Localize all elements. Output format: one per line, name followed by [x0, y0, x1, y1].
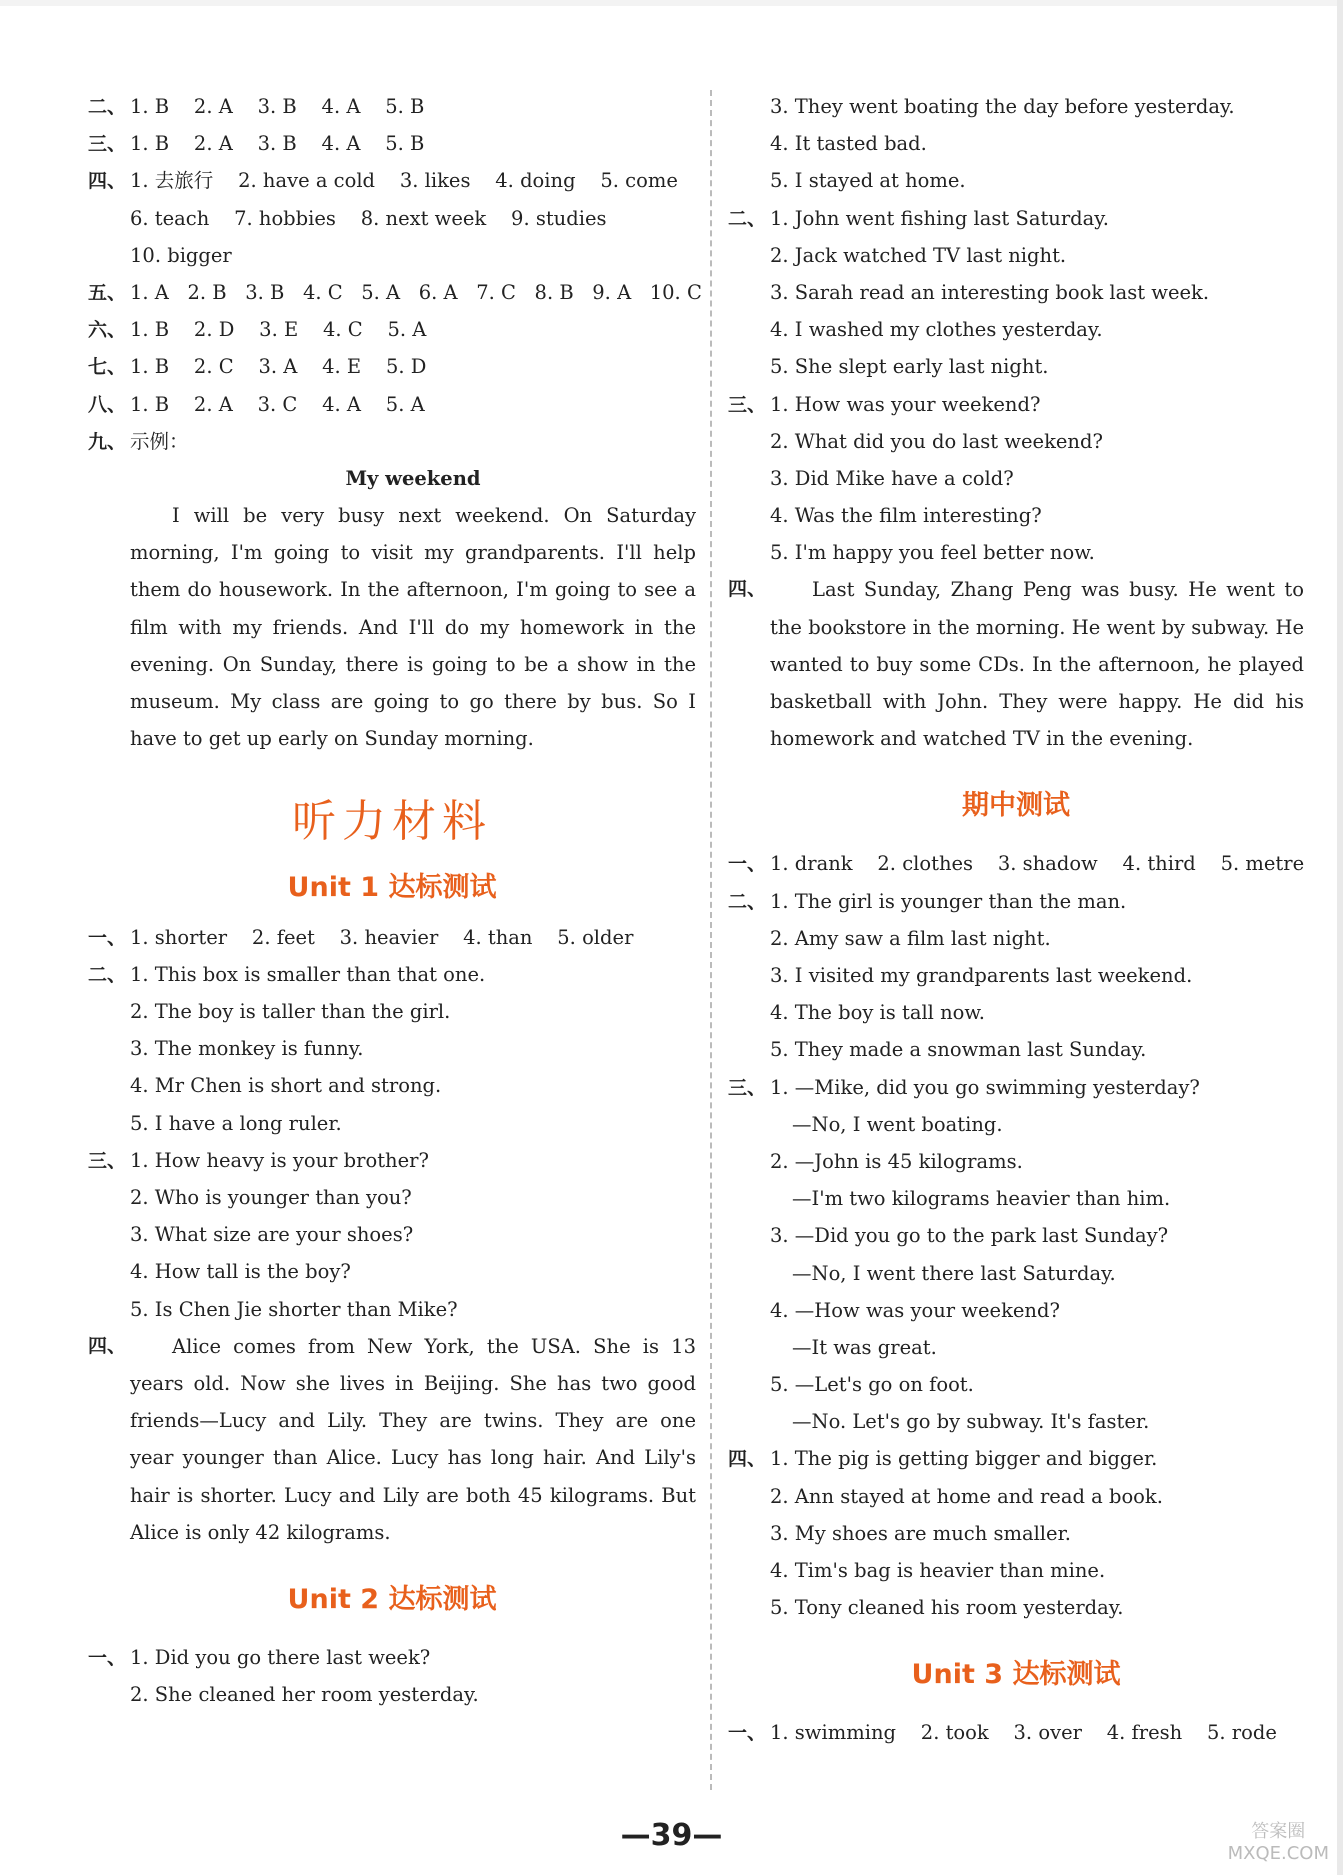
answer-line	[88, 88, 696, 125]
answer-line	[728, 200, 1304, 237]
answer-text: 2. Jack watched TV last night.	[770, 243, 1067, 267]
answer-text: 4. How tall is the boy?	[130, 1260, 351, 1284]
answer-line	[88, 348, 696, 385]
answer-text: 3. Sarah read an interesting book last week.	[770, 280, 1210, 304]
answer-text: 2. Amy saw a film last night.	[770, 926, 1051, 950]
question-number: 三、	[88, 1149, 127, 1172]
answer-text: 1. A 2. B 3. B 4. C 5. A 6. A 7. C 8. B 9. A 10. C	[130, 280, 702, 304]
essay-text: I will be very busy next weekend. On Saturday morning, I'm going to visit my grandparents. I'll help them do housework. In the afternoon, I'm going to see a film with my friends. And I'll do my homework in the evening. On Sunday, there is going to be a show in the museum. My class are going to go there by bus. So I have to get up early on Sunday morning.	[130, 504, 696, 751]
left-column	[88, 88, 702, 1713]
question-number: 六、	[88, 319, 127, 342]
answer-line	[88, 237, 696, 274]
unit1-q4-text: Alice comes from New York, the USA. She is 13 years old. Now she lives in Beijing. She has two good friends—Lucy and Lily. They are twins. They are one year younger than Alice. Lucy has long hair. And Lily's hair is shorter. Lucy and Lily are both 45 kilograms. But Alice is only 42 kilograms.	[130, 1334, 696, 1544]
question-number: 九、	[88, 430, 127, 453]
question-number: 四、	[88, 170, 127, 193]
unit3-list	[728, 1714, 1304, 1751]
answer-line	[728, 534, 1304, 571]
answer-text: 1. This box is smaller than that one.	[130, 962, 486, 986]
answer-text: 1. shorter 2. feet 3. heavier 4. than 5. older	[130, 925, 634, 949]
answer-line	[728, 162, 1304, 199]
answer-line	[728, 1515, 1304, 1552]
unit2-list	[88, 1639, 696, 1713]
page-number: —39—	[620, 1818, 723, 1853]
answer-text: 1. 去旅行 2. have a cold 3. likes 4. doing 5. come	[130, 169, 678, 193]
unit2-title: Unit 2 达标测试	[287, 1583, 497, 1615]
answer-text: 2. Ann stayed at home and read a book.	[770, 1484, 1163, 1508]
answer-line	[88, 956, 696, 993]
question-number: 一、	[88, 926, 127, 949]
answer-line	[88, 1639, 696, 1676]
answer-text: 1. How heavy is your brother?	[130, 1148, 429, 1172]
essay-title: My weekend	[345, 466, 481, 490]
answer-text: 5. I'm happy you feel better now.	[770, 541, 1095, 565]
answer-line	[88, 386, 696, 423]
answer-text: 1. John went fishing last Saturday.	[770, 206, 1109, 230]
answer-line	[728, 1366, 1304, 1403]
answer-line	[728, 497, 1304, 534]
answer-text: 5. Tony cleaned his room yesterday.	[770, 1596, 1124, 1620]
answer-line	[728, 1714, 1304, 1751]
unit2-answers-cont	[728, 88, 1304, 571]
answer-text: 1. B 2. D 3. E 4. C 5. A	[130, 318, 427, 342]
answer-text: 2. —John is 45 kilograms.	[770, 1149, 1023, 1173]
answer-text: 4. The boy is tall now.	[770, 1001, 985, 1025]
answer-line	[728, 311, 1304, 348]
answer-line	[728, 423, 1304, 460]
answer-text: 3. What size are your shoes?	[130, 1223, 414, 1247]
answer-line	[728, 1589, 1304, 1626]
answer-text: 3. Did Mike have a cold?	[770, 466, 1014, 490]
answer-line	[728, 1478, 1304, 1515]
answer-line	[728, 125, 1304, 162]
answer-text: 2. What did you do last weekend?	[770, 429, 1103, 453]
answer-text: 4. —How was your weekend?	[770, 1298, 1060, 1322]
answer-line	[728, 1106, 1304, 1143]
answer-text: 4. It tasted bad.	[770, 132, 927, 156]
answer-line	[728, 88, 1304, 125]
page-edge-right	[1337, 0, 1343, 1875]
unit1-list	[88, 919, 696, 1328]
answer-line	[728, 883, 1304, 920]
answer-line	[88, 162, 696, 199]
answer-text: 1. B 2. A 3. C 4. A 5. A	[130, 392, 425, 416]
answer-line	[88, 423, 696, 460]
answer-line	[728, 1552, 1304, 1589]
answer-line	[728, 845, 1304, 882]
answer-line	[728, 1180, 1304, 1217]
question-number: 四、	[728, 1448, 767, 1471]
answer-line	[88, 1676, 696, 1713]
answer-text: 5. She slept early last night.	[770, 355, 1049, 379]
answer-line	[728, 1440, 1304, 1477]
answer-line	[728, 1255, 1304, 1292]
question-number: 三、	[728, 1076, 767, 1099]
answer-text: 1. B 2. A 3. B 4. A 5. B	[130, 132, 425, 156]
answer-line	[88, 1291, 696, 1328]
question-number: 一、	[728, 853, 767, 876]
answer-line	[88, 993, 696, 1030]
answer-line	[728, 274, 1304, 311]
answer-text: 3. The monkey is funny.	[130, 1037, 364, 1061]
answer-line	[88, 274, 702, 311]
unit2-q4-number: 四、	[728, 578, 767, 601]
answer-line	[728, 1143, 1304, 1180]
answer-text: 4. Mr Chen is short and strong.	[130, 1074, 442, 1098]
question-number: 三、	[88, 133, 127, 156]
answer-text: —It was great.	[792, 1335, 937, 1359]
answer-text: —No, I went there last Saturday.	[792, 1261, 1116, 1285]
answer-text: 1. B 2. A 3. B 4. A 5. B	[130, 95, 425, 118]
answer-text: 3. I visited my grandparents last weekend.	[770, 964, 1193, 988]
answer-text: 1. The girl is younger than the man.	[770, 889, 1127, 913]
unit1-q4-number: 四、	[88, 1334, 127, 1357]
answer-text: 3. They went boating the day before yesterday.	[770, 95, 1235, 118]
answer-line	[88, 1179, 696, 1216]
answer-line	[88, 1105, 696, 1142]
answer-text: 1. How was your weekend?	[770, 392, 1041, 416]
answer-text: 1. B 2. C 3. A 4. E 5. D	[130, 355, 427, 379]
unit1-title: Unit 1 达标测试	[287, 871, 497, 903]
answer-line	[728, 237, 1304, 274]
answer-line	[88, 1253, 696, 1290]
question-number: 五、	[88, 281, 127, 304]
answer-line	[88, 1067, 696, 1104]
answer-line	[88, 919, 696, 956]
answer-line	[88, 1216, 696, 1253]
midterm-list	[728, 845, 1304, 1626]
answer-text: 1. The pig is getting bigger and bigger.	[770, 1447, 1158, 1471]
answer-line	[728, 386, 1304, 423]
answer-text: 1. —Mike, did you go swimming yesterday?	[770, 1075, 1200, 1099]
answer-text: 2. The boy is taller than the girl.	[130, 1000, 451, 1024]
unit2-q4-text: Last Sunday, Zhang Peng was busy. He went to the bookstore in the morning. He went by subway. He wanted to buy some CDs. In the afternoon, he played basketball with John. They were happy. He did his homework and watched TV in the evening.	[770, 578, 1304, 751]
answer-line	[728, 1217, 1304, 1254]
answer-list	[88, 88, 702, 460]
unit3-title: Unit 3 达标测试	[911, 1659, 1121, 1691]
answer-text: 示例：	[130, 429, 189, 453]
section-title: 听力材料	[292, 796, 492, 848]
answer-line	[728, 460, 1304, 497]
answer-line	[88, 311, 696, 348]
answer-text: 10. bigger	[130, 243, 232, 267]
answer-text: 1. Did you go there last week?	[130, 1645, 431, 1669]
answer-text: 6. teach 7. hobbies 8. next week 9. studies	[130, 206, 607, 230]
answer-line	[728, 1031, 1304, 1068]
question-number: 七、	[88, 356, 127, 379]
unit2-q4	[728, 571, 1304, 757]
answer-text: 1. swimming 2. took 3. over 4. fresh 5. rode	[770, 1721, 1277, 1745]
question-number: 八、	[88, 393, 127, 416]
question-number: 一、	[728, 1722, 767, 1745]
answer-text: —I'm two kilograms heavier than him.	[792, 1187, 1171, 1211]
answer-text: 5. I have a long ruler.	[130, 1111, 342, 1135]
answer-text: 4. Tim's bag is heavier than mine.	[770, 1559, 1106, 1583]
answer-line	[728, 1329, 1304, 1366]
answer-line	[728, 1069, 1304, 1106]
midterm-title: 期中测试	[962, 790, 1070, 822]
unit1-q4	[88, 1328, 696, 1551]
answer-text: —No. Let's go by subway. It's faster.	[792, 1410, 1150, 1434]
answer-text: 5. Is Chen Jie shorter than Mike?	[130, 1297, 458, 1321]
answer-line	[88, 1142, 696, 1179]
question-number: 二、	[88, 96, 127, 118]
answer-line	[728, 920, 1304, 957]
answer-text: 1. drank 2. clothes 3. shadow 4. third 5. metre	[770, 852, 1305, 876]
right-column	[728, 88, 1304, 1752]
answer-text: 5. I stayed at home.	[770, 169, 966, 193]
answer-line	[728, 957, 1304, 994]
answer-line	[88, 200, 696, 237]
answer-line	[728, 1403, 1304, 1440]
question-number: 二、	[728, 207, 767, 230]
answer-line	[728, 994, 1304, 1031]
answer-text: 2. Who is younger than you?	[130, 1186, 412, 1209]
column-divider	[710, 90, 712, 1790]
answer-text: 5. —Let's go on foot.	[770, 1373, 974, 1397]
question-number: 三、	[728, 393, 767, 416]
answer-line	[728, 348, 1304, 385]
question-number: 一、	[88, 1646, 127, 1669]
question-number: 二、	[88, 963, 127, 986]
answer-text: —No, I went boating.	[792, 1112, 1003, 1136]
answer-text: 2. She cleaned her room yesterday.	[130, 1683, 479, 1707]
page-edge-top	[0, 0, 1343, 6]
watermark-logo: 答案圈 MXQE.COM	[1227, 1821, 1329, 1864]
answer-text: 4. Was the film interesting?	[770, 504, 1042, 528]
answer-line	[88, 1030, 696, 1067]
answer-text: 3. My shoes are much smaller.	[770, 1521, 1071, 1545]
answer-text: 5. They made a snowman last Sunday.	[770, 1038, 1147, 1062]
answer-line	[88, 125, 696, 162]
answer-text: 3. —Did you go to the park last Sunday?	[770, 1224, 1169, 1248]
answer-text: 4. I washed my clothes yesterday.	[770, 318, 1103, 342]
answer-line	[728, 1292, 1304, 1329]
question-number: 二、	[728, 890, 767, 913]
